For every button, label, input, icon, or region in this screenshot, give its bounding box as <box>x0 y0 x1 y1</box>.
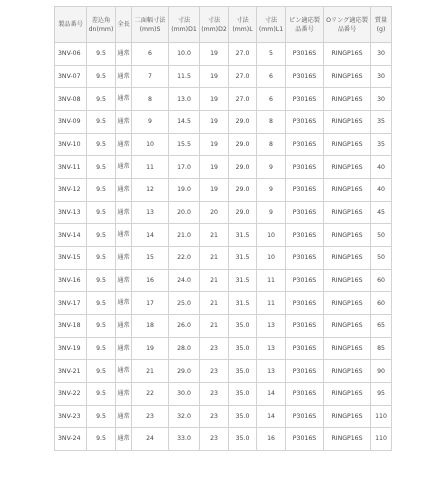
l-cell: 29.0 <box>229 156 257 179</box>
hex-size-cell: 9 <box>132 110 169 133</box>
mass-cell: 110 <box>371 405 392 428</box>
drive-size-cell: 9.5 <box>87 292 116 315</box>
pin-part-cell: P3016S <box>286 156 324 179</box>
length-type-cell: 通常 <box>116 156 132 179</box>
l-cell: 35.0 <box>229 314 257 337</box>
oring-part-cell: RINGP16S <box>324 269 371 292</box>
l-cell: 29.0 <box>229 178 257 201</box>
table-row <box>55 269 392 292</box>
d1-cell: 21.0 <box>169 224 200 247</box>
l1-cell: 10 <box>257 224 286 247</box>
hex-size-cell: 8 <box>132 88 169 111</box>
table-row <box>55 292 392 315</box>
mass-cell: 35 <box>371 110 392 133</box>
hex-size-cell: 24 <box>132 428 169 451</box>
mass-cell: 60 <box>371 292 392 315</box>
l1-cell: 16 <box>257 428 286 451</box>
mass-cell: 45 <box>371 201 392 224</box>
model-number-cell: 3NV-11 <box>55 156 87 179</box>
drive-size-cell: 9.5 <box>87 360 116 383</box>
d2-cell: 23 <box>200 337 229 360</box>
d1-cell: 20.0 <box>169 201 200 224</box>
pin-part-cell: P3016S <box>286 65 324 88</box>
table-row <box>55 110 392 133</box>
l1-cell: 9 <box>257 201 286 224</box>
pin-part-cell: P3016S <box>286 88 324 111</box>
length-type-cell: 通常 <box>116 224 132 247</box>
l1-cell: 13 <box>257 314 286 337</box>
table-row <box>55 201 392 224</box>
drive-size-cell: 9.5 <box>87 65 116 88</box>
drive-size-cell: 9.5 <box>87 178 116 201</box>
d2-cell: 19 <box>200 133 229 156</box>
table-row <box>55 178 392 201</box>
hex-size-cell: 19 <box>132 337 169 360</box>
header-d1: 寸法(mm)D1 <box>169 7 200 43</box>
drive-size-cell: 9.5 <box>87 382 116 405</box>
length-type-cell: 通常 <box>116 428 132 451</box>
hex-size-cell: 18 <box>132 314 169 337</box>
d1-cell: 17.0 <box>169 156 200 179</box>
drive-size-cell: 9.5 <box>87 224 116 247</box>
oring-part-cell: RINGP16S <box>324 178 371 201</box>
d1-cell: 14.5 <box>169 110 200 133</box>
l-cell: 27.0 <box>229 88 257 111</box>
header-d2: 寸法(mm)D2 <box>200 7 229 43</box>
model-number-cell: 3NV-07 <box>55 65 87 88</box>
length-type-cell: 通常 <box>116 269 132 292</box>
d2-cell: 19 <box>200 43 229 66</box>
d2-cell: 19 <box>200 156 229 179</box>
oring-part-cell: RINGP16S <box>324 405 371 428</box>
header-mass: 質量(g) <box>371 7 392 43</box>
table-row <box>55 405 392 428</box>
pin-part-cell: P3016S <box>286 110 324 133</box>
pin-part-cell: P3016S <box>286 292 324 315</box>
model-number-cell: 3NV-06 <box>55 43 87 66</box>
hex-size-cell: 16 <box>132 269 169 292</box>
table-row <box>55 43 392 66</box>
d2-cell: 21 <box>200 269 229 292</box>
oring-part-cell: RINGP16S <box>324 133 371 156</box>
l-cell: 29.0 <box>229 110 257 133</box>
header-l: 寸法(mm)L <box>229 7 257 43</box>
drive-size-cell: 9.5 <box>87 43 116 66</box>
d2-cell: 21 <box>200 314 229 337</box>
header-model-number: 製品番号 <box>55 7 87 43</box>
pin-part-cell: P3016S <box>286 269 324 292</box>
oring-part-cell: RINGP16S <box>324 337 371 360</box>
mass-cell: 50 <box>371 224 392 247</box>
model-number-cell: 3NV-13 <box>55 201 87 224</box>
model-number-cell: 3NV-08 <box>55 88 87 111</box>
hex-size-cell: 17 <box>132 292 169 315</box>
d1-cell: 22.0 <box>169 246 200 269</box>
model-number-cell: 3NV-16 <box>55 269 87 292</box>
header-length-type: 全長 <box>116 7 132 43</box>
l1-cell: 9 <box>257 156 286 179</box>
model-number-cell: 3NV-23 <box>55 405 87 428</box>
length-type-cell: 通常 <box>116 246 132 269</box>
model-number-cell: 3NV-24 <box>55 428 87 451</box>
drive-size-cell: 9.5 <box>87 405 116 428</box>
pin-part-cell: P3016S <box>286 428 324 451</box>
pin-part-cell: P3016S <box>286 43 324 66</box>
l1-cell: 6 <box>257 88 286 111</box>
oring-part-cell: RINGP16S <box>324 201 371 224</box>
d2-cell: 21 <box>200 246 229 269</box>
model-number-cell: 3NV-15 <box>55 246 87 269</box>
d1-cell: 33.0 <box>169 428 200 451</box>
mass-cell: 30 <box>371 43 392 66</box>
l-cell: 35.0 <box>229 405 257 428</box>
header-oring-part: Oリング適応製品番号 <box>324 7 371 43</box>
length-type-cell: 通常 <box>116 110 132 133</box>
drive-size-cell: 9.5 <box>87 156 116 179</box>
hex-size-cell: 13 <box>132 201 169 224</box>
model-number-cell: 3NV-21 <box>55 360 87 383</box>
d2-cell: 23 <box>200 405 229 428</box>
d1-cell: 29.0 <box>169 360 200 383</box>
length-type-cell: 通常 <box>116 201 132 224</box>
l-cell: 35.0 <box>229 337 257 360</box>
l1-cell: 14 <box>257 382 286 405</box>
d1-cell: 13.0 <box>169 88 200 111</box>
drive-size-cell: 9.5 <box>87 314 116 337</box>
d1-cell: 24.0 <box>169 269 200 292</box>
l-cell: 29.0 <box>229 133 257 156</box>
d1-cell: 10.0 <box>169 43 200 66</box>
d2-cell: 19 <box>200 65 229 88</box>
l1-cell: 13 <box>257 360 286 383</box>
length-type-cell: 通常 <box>116 360 132 383</box>
mass-cell: 110 <box>371 428 392 451</box>
model-number-cell: 3NV-12 <box>55 178 87 201</box>
pin-part-cell: P3016S <box>286 337 324 360</box>
mass-cell: 65 <box>371 314 392 337</box>
hex-size-cell: 15 <box>132 246 169 269</box>
drive-size-cell: 9.5 <box>87 110 116 133</box>
hex-size-cell: 10 <box>132 133 169 156</box>
oring-part-cell: RINGP16S <box>324 314 371 337</box>
drive-size-cell: 9.5 <box>87 201 116 224</box>
model-number-cell: 3NV-19 <box>55 337 87 360</box>
mass-cell: 85 <box>371 337 392 360</box>
l1-cell: 8 <box>257 133 286 156</box>
table-row <box>55 133 392 156</box>
length-type-cell: 通常 <box>116 292 132 315</box>
hex-size-cell: 6 <box>132 43 169 66</box>
l-cell: 35.0 <box>229 382 257 405</box>
mass-cell: 50 <box>371 246 392 269</box>
length-type-cell: 通常 <box>116 314 132 337</box>
model-number-cell: 3NV-22 <box>55 382 87 405</box>
table-row <box>55 156 392 179</box>
d2-cell: 20 <box>200 201 229 224</box>
pin-part-cell: P3016S <box>286 246 324 269</box>
d2-cell: 21 <box>200 292 229 315</box>
length-type-cell: 通常 <box>116 405 132 428</box>
d1-cell: 15.5 <box>169 133 200 156</box>
l1-cell: 11 <box>257 269 286 292</box>
l1-cell: 5 <box>257 43 286 66</box>
drive-size-cell: 9.5 <box>87 133 116 156</box>
length-type-cell: 通常 <box>116 43 132 66</box>
hex-size-cell: 12 <box>132 178 169 201</box>
table-row <box>55 428 392 451</box>
l1-cell: 14 <box>257 405 286 428</box>
l1-cell: 8 <box>257 110 286 133</box>
drive-size-cell: 9.5 <box>87 337 116 360</box>
pin-part-cell: P3016S <box>286 405 324 428</box>
header-hex-size: 二面幅寸法(mm)S <box>132 7 169 43</box>
length-type-cell: 通常 <box>116 65 132 88</box>
l1-cell: 6 <box>257 65 286 88</box>
table-row <box>55 382 392 405</box>
table-row <box>55 337 392 360</box>
length-type-cell: 通常 <box>116 133 132 156</box>
hex-size-cell: 11 <box>132 156 169 179</box>
pin-part-cell: P3016S <box>286 314 324 337</box>
oring-part-cell: RINGP16S <box>324 246 371 269</box>
drive-size-cell: 9.5 <box>87 88 116 111</box>
oring-part-cell: RINGP16S <box>324 88 371 111</box>
d1-cell: 32.0 <box>169 405 200 428</box>
oring-part-cell: RINGP16S <box>324 224 371 247</box>
oring-part-cell: RINGP16S <box>324 110 371 133</box>
mass-cell: 30 <box>371 65 392 88</box>
l1-cell: 11 <box>257 292 286 315</box>
mass-cell: 90 <box>371 360 392 383</box>
d2-cell: 19 <box>200 88 229 111</box>
l1-cell: 10 <box>257 246 286 269</box>
l-cell: 35.0 <box>229 360 257 383</box>
d1-cell: 30.0 <box>169 382 200 405</box>
d2-cell: 19 <box>200 178 229 201</box>
hex-size-cell: 23 <box>132 405 169 428</box>
l-cell: 31.5 <box>229 246 257 269</box>
l-cell: 35.0 <box>229 428 257 451</box>
d1-cell: 11.5 <box>169 65 200 88</box>
d1-cell: 25.0 <box>169 292 200 315</box>
l1-cell: 13 <box>257 337 286 360</box>
oring-part-cell: RINGP16S <box>324 360 371 383</box>
l-cell: 27.0 <box>229 43 257 66</box>
model-number-cell: 3NV-18 <box>55 314 87 337</box>
l-cell: 27.0 <box>229 65 257 88</box>
length-type-cell: 通常 <box>116 178 132 201</box>
l-cell: 29.0 <box>229 201 257 224</box>
drive-size-cell: 9.5 <box>87 428 116 451</box>
d1-cell: 26.0 <box>169 314 200 337</box>
l-cell: 31.5 <box>229 224 257 247</box>
oring-part-cell: RINGP16S <box>324 43 371 66</box>
table-row <box>55 314 392 337</box>
mass-cell: 40 <box>371 178 392 201</box>
hex-size-cell: 14 <box>132 224 169 247</box>
hex-size-cell: 22 <box>132 382 169 405</box>
pin-part-cell: P3016S <box>286 178 324 201</box>
pin-part-cell: P3016S <box>286 133 324 156</box>
drive-size-cell: 9.5 <box>87 246 116 269</box>
length-type-cell: 通常 <box>116 337 132 360</box>
hex-size-cell: 21 <box>132 360 169 383</box>
oring-part-cell: RINGP16S <box>324 428 371 451</box>
d2-cell: 23 <box>200 382 229 405</box>
model-number-cell: 3NV-09 <box>55 110 87 133</box>
hex-size-cell: 7 <box>132 65 169 88</box>
pin-part-cell: P3016S <box>286 360 324 383</box>
oring-part-cell: RINGP16S <box>324 65 371 88</box>
pin-part-cell: P3016S <box>286 382 324 405</box>
l1-cell: 9 <box>257 178 286 201</box>
model-number-cell: 3NV-10 <box>55 133 87 156</box>
l-cell: 31.5 <box>229 292 257 315</box>
table-row <box>55 88 392 111</box>
header-drive-size: 差込角dn(mm) <box>87 7 116 43</box>
model-number-cell: 3NV-17 <box>55 292 87 315</box>
header-row <box>55 7 392 43</box>
d2-cell: 23 <box>200 428 229 451</box>
length-type-cell: 通常 <box>116 382 132 405</box>
table-row <box>55 360 392 383</box>
model-number-cell: 3NV-14 <box>55 224 87 247</box>
mass-cell: 30 <box>371 88 392 111</box>
drive-size-cell: 9.5 <box>87 269 116 292</box>
table-row <box>55 246 392 269</box>
pin-part-cell: P3016S <box>286 224 324 247</box>
d1-cell: 28.0 <box>169 337 200 360</box>
header-l1: 寸法(mm)L1 <box>257 7 286 43</box>
table-row <box>55 224 392 247</box>
oring-part-cell: RINGP16S <box>324 292 371 315</box>
d2-cell: 21 <box>200 224 229 247</box>
header-pin-part: ピン適応製品番号 <box>286 7 324 43</box>
table-row <box>55 65 392 88</box>
mass-cell: 60 <box>371 269 392 292</box>
mass-cell: 35 <box>371 133 392 156</box>
l-cell: 31.5 <box>229 269 257 292</box>
mass-cell: 40 <box>371 156 392 179</box>
d1-cell: 19.0 <box>169 178 200 201</box>
d2-cell: 23 <box>200 360 229 383</box>
d2-cell: 19 <box>200 110 229 133</box>
oring-part-cell: RINGP16S <box>324 382 371 405</box>
oring-part-cell: RINGP16S <box>324 156 371 179</box>
mass-cell: 95 <box>371 382 392 405</box>
pin-part-cell: P3016S <box>286 201 324 224</box>
length-type-cell: 通常 <box>116 88 132 111</box>
spec-table <box>54 6 392 451</box>
